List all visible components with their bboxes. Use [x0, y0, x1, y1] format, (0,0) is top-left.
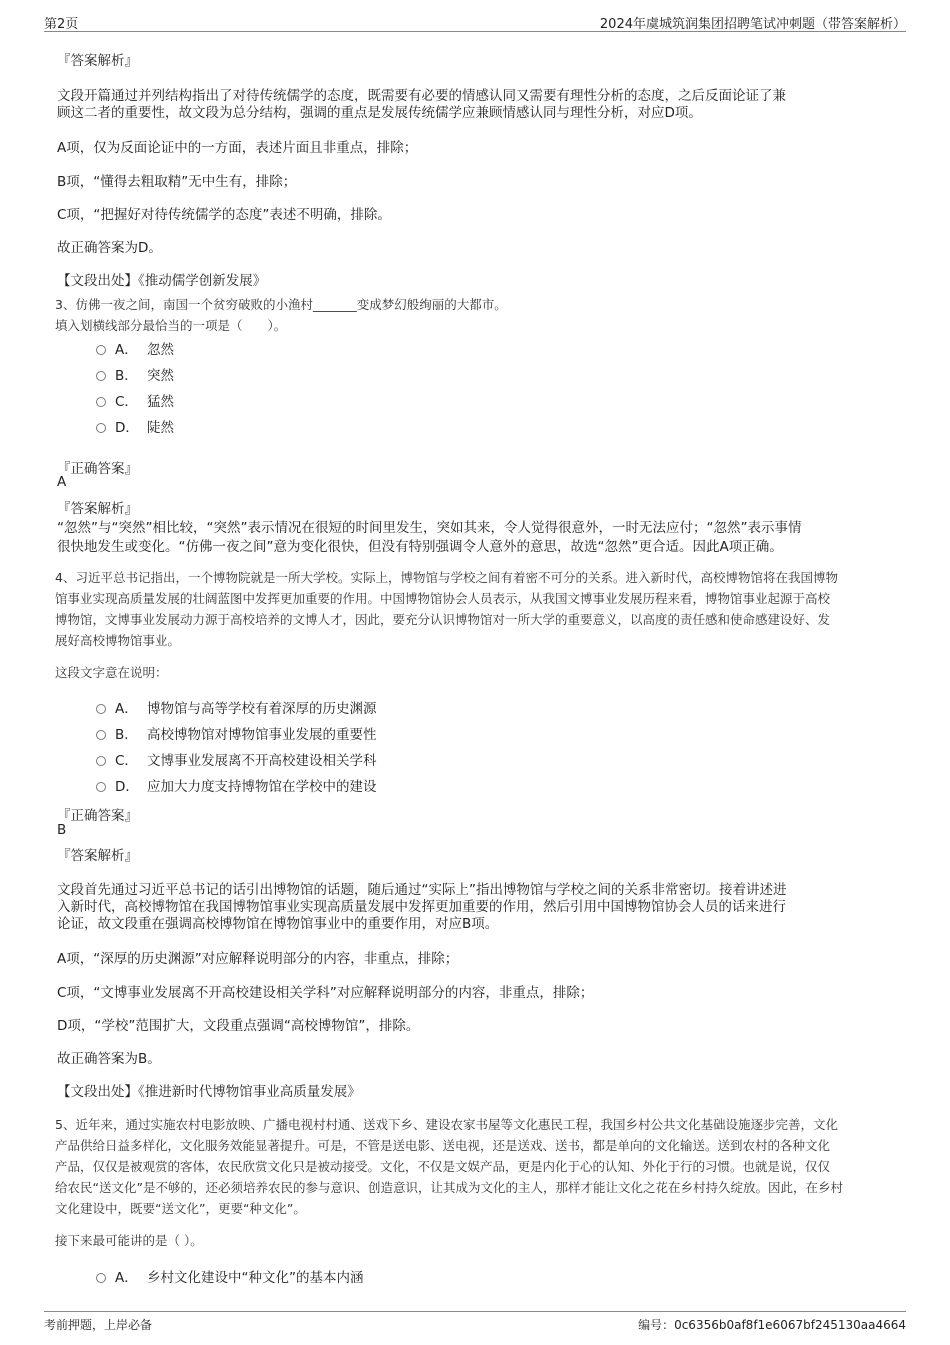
q2-analysis-label: 『答案解析』 — [57, 53, 138, 69]
q4-option-c-note: C项，“文博事业发展离不开高校建设相关学科”对应解释说明部分的内容，非重点，排除； — [57, 985, 594, 1001]
q5-stem-line-3: 产品，仅仅是被观赏的客体，农民欣赏文化只是被动接受。文化，不仅是文娱产品，更是内化于心的认知、外化于行的习惯。也就是说，仅仅 — [55, 1159, 831, 1174]
q4-source: 【文段出处】《推进新时代博物馆事业高质量发展》 — [57, 1084, 361, 1100]
radio-icon[interactable] — [96, 704, 106, 714]
q4-stem-line-2: 馆事业实现高质量发展的壮阔蓝图中发挥更加重要的作用。中国博物馆协会人员表示，从我国文博事业发展历程来看，博物馆事业起源于高校 — [55, 591, 831, 606]
q4-stem-line-4: 展好高校博物馆事业。 — [55, 633, 181, 648]
page-header — [44, 0, 906, 32]
q5-prompt: 接下来最可能讲的是（ ）。 — [55, 1233, 203, 1248]
q5-stem-line-1: 5、近年来，通过实施农村电影放映、广播电视村村通、送戏下乡、建设农家书屋等文化惠民工程，我国乡村公共文化基础设施逐步完善，文化 — [55, 1117, 838, 1132]
q2-option-c-note: C项，“把握好对待传统儒学的态度”表述不明确，排除。 — [57, 207, 391, 223]
q3-analysis-line-2: 很快地发生或变化。“仿佛一夜之间”意为变化很快，但没有特别强调令人意外的意思，故选“忽然”更合适。因此A项正确。 — [57, 539, 783, 555]
q2-option-b-note: B项，“懂得去粗取精”无中生有，排除； — [57, 174, 297, 190]
q4-conclusion: 故正确答案为B。 — [57, 1051, 161, 1067]
q5-stem-line-4: 给农民“送文化”是不够的，还必须培养农民的参与意识、创造意识，让其成为文化的主人，那样才能让文化之花在乡村持久绽放。因此，在乡村 — [55, 1180, 843, 1195]
radio-icon[interactable] — [96, 371, 106, 381]
q2-analysis-line-2: 顾这二者的重要性，故文段为总分结构，强调的重点是发展传统儒学应兼顾情感认同与理性分析，对应D项。 — [57, 105, 702, 121]
q3-prompt: 填入划横线部分最恰当的一项是（ ）。 — [55, 318, 287, 333]
q4-prompt: 这段文字意在说明： — [55, 665, 168, 680]
document-title: 2024年虞城筑润集团招聘笔试冲刺题（带答案解析） — [599, 17, 906, 32]
page-number: 第2页 — [44, 17, 79, 32]
radio-icon[interactable] — [96, 730, 106, 740]
q4-analysis-line-1: 文段首先通过习近平总书记的话引出博物馆的话题，随后通过“实际上”指出博物馆与学校之间的关系非常密切。接着讲述进 — [57, 882, 787, 898]
q4-analysis-line-2: 入新时代，高校博物馆在我国博物馆事业实现高质量发展中发挥更加重要的作用，然后引用中国博物馆协会人员的话来进行 — [57, 899, 786, 915]
q2-analysis-line-1: 文段开篇通过并列结构指出了对待传统儒学的态度，既需要有必要的情感认同又需要有理性分析的态度，之后反面论证了兼 — [57, 88, 786, 104]
q4-analysis-line-3: 论证，故文段重在强调高校博物馆在博物馆事业中的重要作用，对应B项。 — [57, 916, 499, 932]
q5-option-a[interactable]: A． 乡村文化建设中“种文化”的基本内涵 — [96, 1266, 364, 1286]
q4-option-b[interactable]: B． 高校博物馆对博物馆事业发展的重要性 — [96, 723, 377, 743]
q5-stem-line-2: 产品供给日益多样化，文化服务效能显著提升。可是，不管是送电影、送电视，还是送戏、送书，都是单向的文化输送。送到农村的各种文化 — [55, 1138, 831, 1153]
radio-icon[interactable] — [96, 345, 106, 355]
q3-analysis-label: 『答案解析』 — [57, 501, 138, 517]
q3-option-b[interactable]: B． 突然 — [96, 364, 174, 384]
footer-slogan: 考前押题，上岸必备 — [44, 1318, 153, 1332]
q3-analysis-line-1: “忽然”与“突然”相比较，“突然”表示情况在很短的时间里发生，突如其来，令人觉得很意外，一时无法应付；“忽然”表示事情 — [57, 520, 802, 536]
q4-stem-line-3: 博物馆，文博事业发展动力源于高校培养的文博人才，因此，要充分认识博物馆对一所大学的重要意义，以高度的责任感和使命感建设好、发 — [55, 612, 831, 627]
radio-icon[interactable] — [96, 1273, 106, 1283]
q3-option-c[interactable]: C． 猛然 — [96, 390, 174, 410]
q3-answer-label: 『正确答案』 — [57, 461, 138, 477]
document-code: 编号：0c6356b0af8f1e6067bf245130aa4664 — [638, 1318, 906, 1332]
q3-option-d[interactable]: D． 陡然 — [96, 416, 174, 436]
q4-option-a[interactable]: A． 博物馆与高等学校有着深厚的历史渊源 — [96, 697, 377, 717]
q2-option-a-note: A项，仅为反面论证中的一方面，表述片面且非重点，排除； — [57, 140, 418, 156]
radio-icon[interactable] — [96, 782, 106, 792]
q4-answer-label: 『正确答案』 — [57, 808, 138, 824]
q4-answer: B — [57, 822, 67, 838]
q4-option-a-note: A项，“深厚的历史渊源”对应解释说明部分的内容，非重点，排除； — [57, 951, 459, 967]
q2-source: 【文段出处】《推动儒学创新发展》 — [57, 273, 267, 289]
q4-option-d-note: D项，“学校”范围扩大，文段重点强调“高校博物馆”，排除。 — [57, 1018, 420, 1034]
q2-conclusion: 故正确答案为D。 — [57, 240, 162, 256]
q4-analysis-label: 『答案解析』 — [57, 848, 138, 864]
q3-answer: A — [57, 474, 67, 490]
radio-icon[interactable] — [96, 756, 106, 766]
radio-icon[interactable] — [96, 423, 106, 433]
q4-option-d[interactable]: D． 应加大力度支持博物馆在学校中的建设 — [96, 775, 377, 795]
q3-stem: 3、仿佛一夜之间，南国一个贫穷破败的小渔村_______变成梦幻般绚丽的大都市。 — [55, 297, 507, 312]
q3-option-a[interactable]: A． 忽然 — [96, 338, 174, 358]
q5-stem-line-5: 文化建设中，既要“送文化”，更要“种文化”。 — [55, 1201, 306, 1216]
q4-stem-line-1: 4、习近平总书记指出，一个博物院就是一所大学校。实际上，博物馆与学校之间有着密不可分的关系。进入新时代，高校博物馆将在我国博物 — [55, 570, 838, 585]
radio-icon[interactable] — [96, 397, 106, 407]
page-footer — [44, 1311, 906, 1334]
q4-option-c[interactable]: C． 文博事业发展离不开高校建设相关学科 — [96, 749, 377, 769]
